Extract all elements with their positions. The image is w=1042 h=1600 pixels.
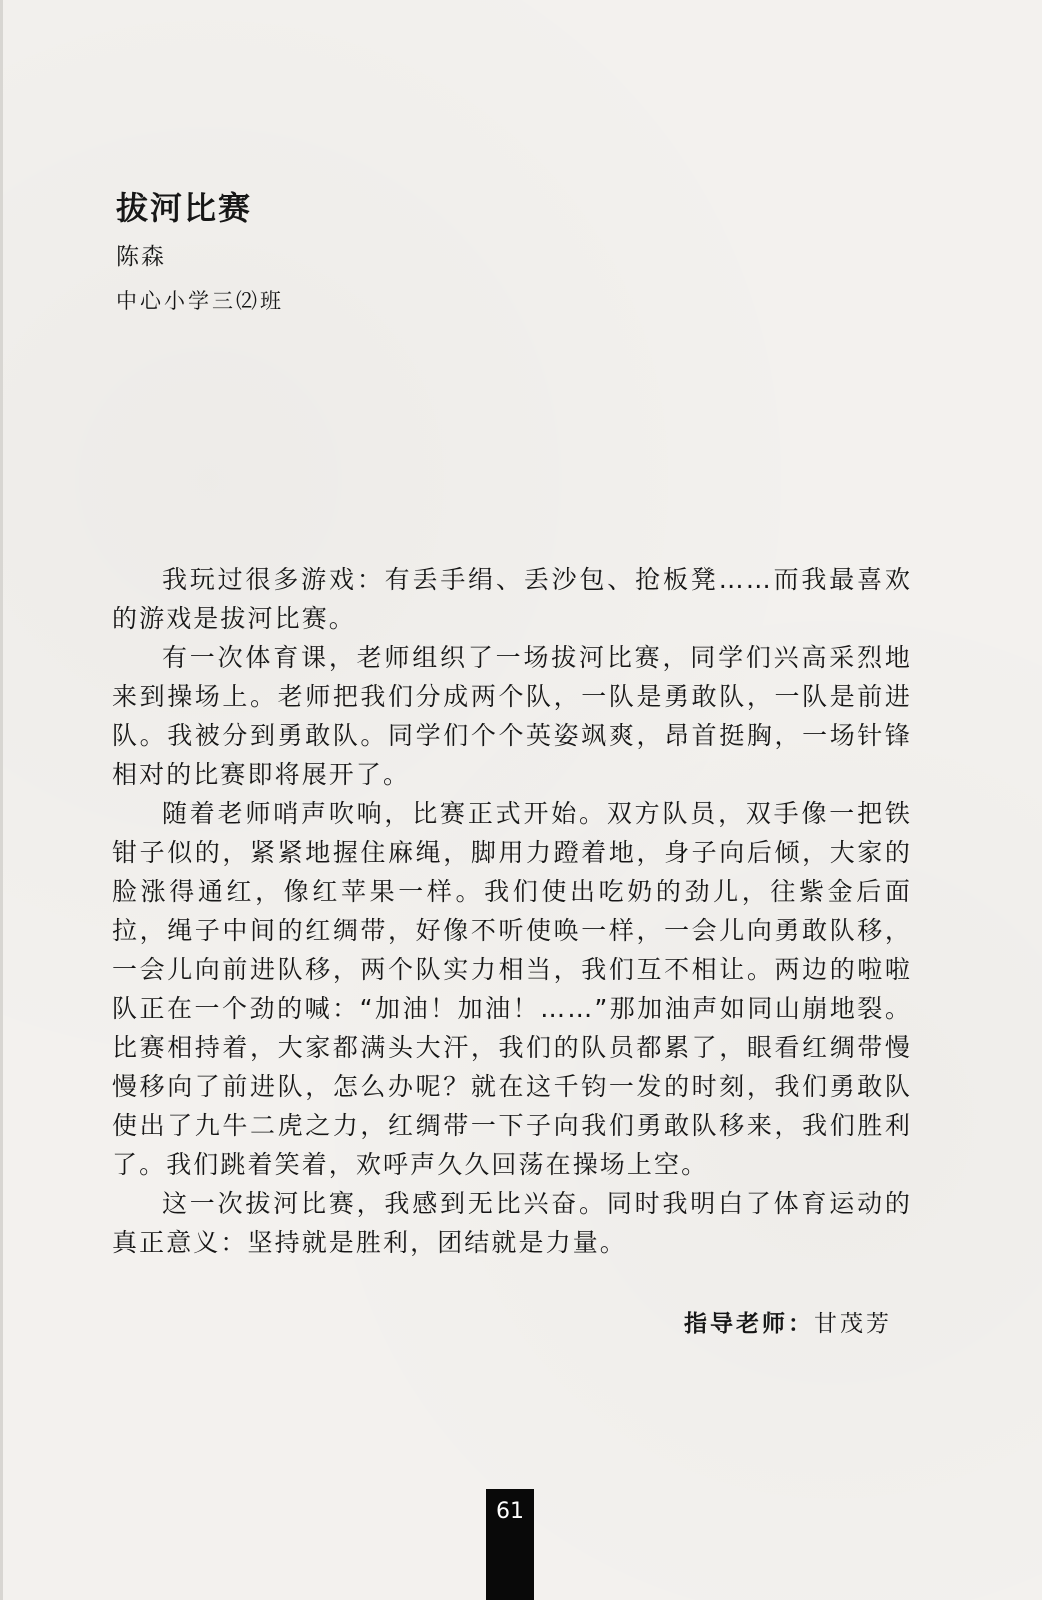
article-title: 拔河比赛	[116, 189, 253, 227]
paragraph: 我玩过很多游戏：有丢手绢、丢沙包、抢板凳……而我最喜欢的游戏是拔河比赛。	[112, 565, 912, 633]
page-number: 61	[486, 1489, 534, 1600]
teacher-label: 指导老师：	[684, 1311, 814, 1337]
page-edge	[0, 0, 3, 1600]
teacher-name: 甘茂芳	[814, 1311, 892, 1337]
teacher-credit	[684, 1313, 892, 1336]
paragraph: 随着老师哨声吹响，比赛正式开始。双方队员，双手像一把铁钳子似的，紧紧地握住麻绳，脚用力蹬着地，身子向后倾，大家的脸涨得通红，像红苹果一样。我们使出吃奶的劲儿，往紫金后面拉，绳子中间的红绸带，好像不听使唤一样，一会儿向勇敢队移，一会儿向前进队移，两个队实力相当，我们互不相让。两边的啦啦队正在一个劲的喊：“加油！加油！……”那加油声如同山崩地裂。比赛相持着，大家都满头大汗，我们的队员都累了，眼看红绸带慢慢移向了前进队，怎么办呢？就在这千钧一发的时刻，我们勇敢队使出了九牛二虎之力，红绸带一下子向我们勇敢队移来，我们胜利了。我们跳着笑着，欢呼声久久回荡在操场上空。	[112, 799, 912, 1179]
article-author: 陈森	[116, 244, 166, 270]
author-class: 中心小学三⑵班	[116, 289, 284, 313]
paragraph: 这一次拔河比赛，我感到无比兴奋。同时我明白了体育运动的真正意义：坚持就是胜利，团结就是力量。	[112, 1189, 912, 1257]
article-body	[112, 560, 912, 1262]
paragraph: 有一次体育课，老师组织了一场拔河比赛，同学们兴高采烈地来到操场上。老师把我们分成两个队，一队是勇敢队，一队是前进队。我被分到勇敢队。同学们个个英姿飒爽，昂首挺胸，一场针锋相对的比赛即将展开了。	[112, 643, 912, 789]
